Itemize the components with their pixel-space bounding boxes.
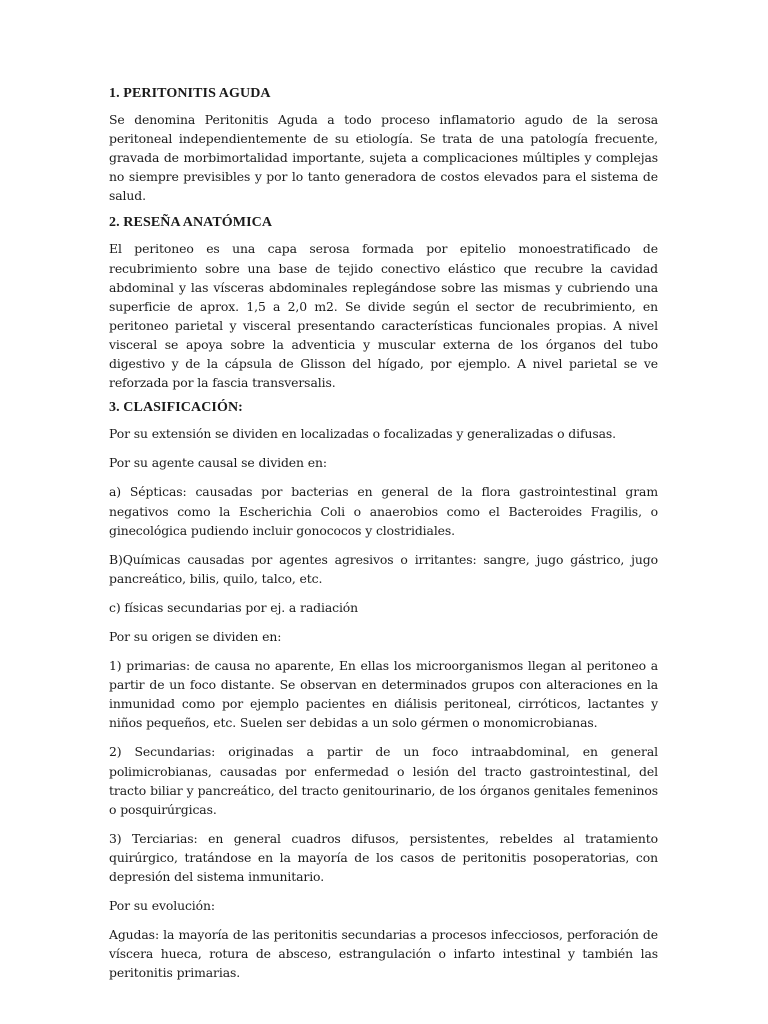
- paragraph: Por su extensión se dividen en localizadas o focalizadas y generalizadas o difusas.: [109, 426, 616, 442]
- paragraph: Por su evolución:: [109, 898, 215, 914]
- paragraph: c) físicas secundarias por ej. a radiación: [109, 599, 359, 615]
- paragraph: 1) primarias: de causa no aparente, En ellas los microorganismos llegan al peritoneo a partir de un foco distante. Se observan en determinados grupos con alteraciones en la inmunidad como por ejemplo pacientes en diálisis peritoneal, cirróticos, lactantes y niños pequeños, etc. Suelen ser debidas a un solo gérmen o monomicrobianas.: [109, 658, 658, 731]
- section-peritonitis-aguda: [109, 84, 658, 205]
- paragraph: Por su origen se dividen en:: [109, 628, 282, 644]
- paragraph: a) Sépticas: causadas por bacterias en general de la flora gastrointestinal gram negativos como la Escherichia Coli o anaerobios como el Bacteroides Fragilis, o ginecológica pudiendo incluir gonococos y clostridiales.: [109, 484, 658, 538]
- paragraph: El peritoneo es una capa serosa formada por epitelio monoestratificado de recubrimiento sobre una base de tejido conectivo elástico que recubre la cavidad abdominal y las vísceras abdominales replegándose sobre las mismas y cubriendo una superficie de aprox. 1,5 a 2,0 m2. Se divide según el sector de recubrimiento, en peritoneo parietal y visceral presentando características funcionales propias. A nivel visceral se apoya sobre la adventicia y muscular externa de los órganos del tubo digestivo y de la cápsula de Glisson del hígado, por ejemplo. A nivel parietal se ve reforzada por la fascia transversalis.: [109, 241, 658, 391]
- section-clasificacion: [109, 398, 658, 982]
- section-heading: 2. RESEÑA ANATÓMICA: [109, 215, 273, 231]
- document-page: [109, 84, 658, 992]
- section-heading: 3. CLASIFICACIÓN:: [109, 400, 243, 416]
- section-resena-anatomica: [109, 213, 658, 392]
- paragraph: Se denomina Peritonitis Aguda a todo proceso inflamatorio agudo de la serosa peritoneal independientemente de su etiología. Se trata de una patología frecuente, gravada de morbimortalidad importante, sujeta a complicaciones múltiples y complejas no siempre previsibles y por lo tanto generadora de costos elevados para el sistema de salud.: [109, 112, 658, 204]
- paragraph: 3) Terciarias: en general cuadros difusos, persistentes, rebeldes al tratamiento quirúrgico, tratándose en la mayoría de los casos de peritonitis posoperatorias, con depresión del sistema inmunitario.: [109, 830, 658, 884]
- paragraph: 2) Secundarias: originadas a partir de un foco intraabdominal, en general polimicrobianas, causadas por enfermedad o lesión del tracto gastrointestinal, del tracto biliar y pancreático, del tracto genitourinario, de los órganos genitales femeninos o posquirúrgicas.: [109, 744, 658, 817]
- paragraph: B)Químicas causadas por agentes agresivos o irritantes: sangre, jugo gástrico, jugo pancreático, bilis, quilo, talco, etc.: [109, 551, 658, 586]
- paragraph: Por su agente causal se dividen en:: [109, 455, 327, 471]
- paragraph: Agudas: la mayoría de las peritonitis secundarias a procesos infecciosos, perforación de víscera hueca, rotura de absceso, estrangulación o infarto intestinal y también las peritonitis primarias.: [109, 927, 658, 981]
- section-heading: 1. PERITONITIS AGUDA: [109, 86, 271, 101]
